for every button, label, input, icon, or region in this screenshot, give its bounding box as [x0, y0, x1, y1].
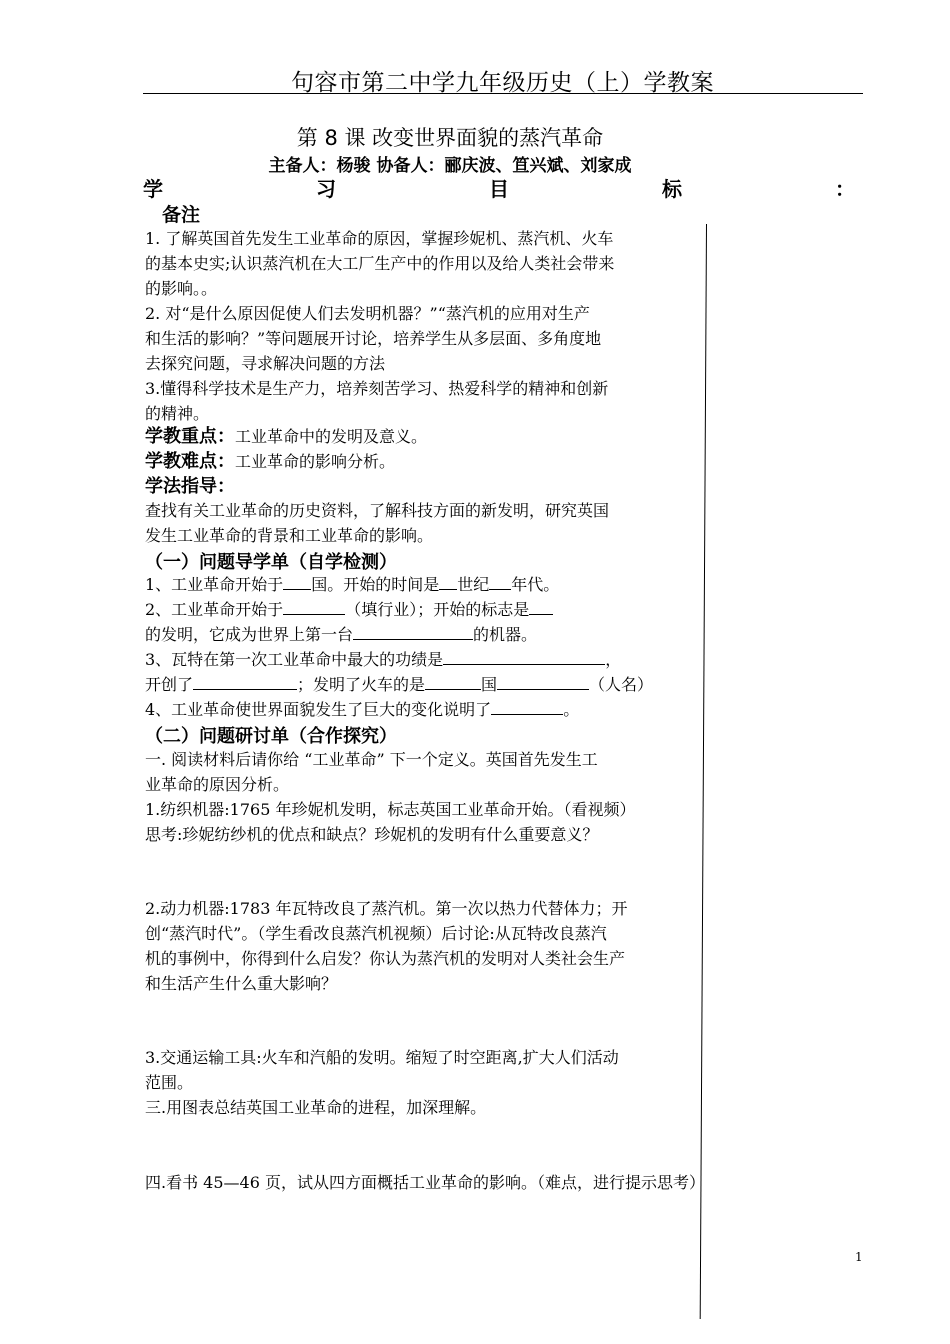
q-text: 2、工业革命开始于 — [145, 600, 284, 619]
q-text: ；发明了火车的是 — [297, 675, 426, 694]
answer-blank[interactable] — [283, 597, 345, 615]
section2-line: 思考:珍妮纺纱机的优点和缺点？珍妮机的发明有什么重要意义？ — [145, 825, 599, 844]
section2-part1 — [145, 747, 635, 847]
section2-line: 创“蒸汽时代”。（学生看改良蒸汽机视频）后讨论:从瓦特改良蒸汽 — [145, 924, 607, 943]
goal-line: 2. 对“是什么原因促使人们去发明机器？”“蒸汽机的应用对生产 — [145, 304, 590, 323]
goal-line: 1. 了解英国首先发生工业革命的原因，掌握珍妮机、蒸汽机、火车 — [145, 229, 614, 248]
difficulty-text: 工业革命的影响分析。 — [235, 452, 396, 471]
section2-line: 3.交通运输工具:火车和汽船的发明。缩短了时空距离,扩大人们活动 — [145, 1048, 619, 1067]
answer-blank[interactable] — [353, 622, 473, 640]
lesson-title: 第 8 课 改变世界面貌的蒸汽革命 — [296, 126, 604, 150]
q-text: 年代。 — [511, 575, 560, 594]
question-4 — [145, 697, 579, 722]
goal-line: 的精神。 — [145, 404, 210, 423]
answer-blank[interactable] — [283, 572, 311, 590]
q-text: 世纪 — [457, 575, 490, 594]
goal-line: 的基本史实;认识蒸汽机在大工厂生产中的作用以及给人类社会带来 — [145, 254, 615, 273]
header-divider — [143, 93, 863, 94]
q-text: ， — [605, 650, 622, 669]
method-label — [145, 474, 235, 499]
q-text: 的发明，它成为世界上第一台 — [145, 625, 354, 644]
q-text: 的机器。 — [473, 625, 538, 644]
section2-part4: 四.看书 45—46 页，试从四方面概括工业革命的影响。（难点，进行提示思考） — [145, 1173, 705, 1192]
difficulty — [145, 449, 395, 474]
goals-heading-char: 学 — [143, 177, 163, 201]
goals-heading-char: 目 — [489, 177, 509, 201]
goal-line: 去探究问题，寻求解决问题的方法 — [145, 354, 386, 373]
question-3-cont — [145, 672, 653, 697]
section2-line: 三.用图表总结英国工业革命的进程，加深理解。 — [145, 1098, 487, 1117]
method-line: 发生工业革命的背景和工业革命的影响。 — [145, 526, 434, 545]
q-text: 国 — [481, 675, 498, 694]
q-text: （填行业）；开始的标志是 — [345, 600, 530, 619]
answer-blank[interactable] — [529, 597, 553, 615]
section2-line: 2.动力机器:1783 年瓦特改良了蒸汽机。第一次以热力代替体力；开 — [145, 899, 628, 918]
section2-part2 — [145, 896, 627, 996]
learning-goals-heading — [143, 173, 855, 202]
q-text: 开创了 — [145, 675, 194, 694]
answer-blank[interactable] — [439, 572, 457, 590]
question-3 — [145, 647, 621, 672]
answer-blank[interactable] — [491, 697, 563, 715]
key-points-text: 工业革命中的发明及意义。 — [235, 427, 428, 446]
section2-line: 机的事例中，你得到什么启发？你认为蒸汽机的发明对人类社会生产 — [145, 949, 626, 968]
goal-line: 3.懂得科学技术是生产力，培养刻苦学习、热爱科学的精神和创新 — [145, 379, 609, 398]
q-text: 1、工业革命开始于 — [145, 575, 284, 594]
notes-column-divider — [700, 224, 707, 1319]
q-text: 3、瓦特在第一次工业革命中最大的功绩是 — [145, 650, 444, 669]
key-points-label: 学教重点： — [145, 426, 235, 447]
section2-line: 范围。 — [145, 1073, 194, 1092]
key-points — [145, 424, 427, 449]
difficulty-label: 学教难点： — [145, 451, 235, 472]
section2-heading: （二）问题研讨单（合作探究） — [145, 726, 397, 747]
answer-blank[interactable] — [489, 572, 511, 590]
method-text — [145, 498, 609, 548]
goal-line: 和生活的影响？”等问题展开讨论，培养学生从多层面、多角度地 — [145, 329, 602, 348]
goals-heading-char: 习 — [316, 177, 336, 201]
question-1 — [145, 572, 559, 597]
document-header-title: 句容市第二中学九年级历史（上）学教案 — [291, 70, 714, 96]
q-text: （人名） — [589, 675, 654, 694]
q-text: 。 — [563, 700, 580, 719]
question-2-cont — [145, 622, 537, 647]
answer-blank[interactable] — [425, 672, 481, 690]
notes-label: 备注 — [162, 204, 201, 226]
page-number: 1 — [855, 1250, 863, 1264]
method-label-text: 学法指导： — [145, 476, 235, 497]
q-text: 国。开始的时间是 — [311, 575, 440, 594]
answer-blank[interactable] — [497, 672, 589, 690]
goals-heading-char: 标 — [662, 177, 682, 201]
goal-line: 的影响。。 — [145, 279, 218, 298]
section2-line: 1.纺织机器:1765 年珍妮机发明，标志英国工业革命开始。（看视频） — [145, 800, 636, 819]
section2-line: 业革命的原因分析。 — [145, 775, 290, 794]
section2-part3 — [145, 1045, 619, 1120]
question-2 — [145, 597, 553, 622]
section2-line: 一. 阅读材料后请你给 “工业革命” 下一个定义。英国首先发生工 — [145, 750, 598, 769]
lesson-authors: 主备人：杨骏 协备人：郦庆波、笪兴斌、刘家成 — [268, 156, 632, 176]
section1-heading: （一）问题导学单（自学检测） — [145, 552, 397, 573]
answer-blank[interactable] — [443, 647, 605, 665]
goals-heading-char: ： — [835, 177, 855, 201]
section2-line: 和生活产生什么重大影响？ — [145, 974, 338, 993]
q-text: 4、工业革命使世界面貌发生了巨大的变化说明了 — [145, 700, 492, 719]
goals-list — [145, 226, 614, 426]
method-line: 查找有关工业革命的历史资料，了解科技方面的新发明，研究英国 — [145, 501, 610, 520]
answer-blank[interactable] — [193, 672, 297, 690]
